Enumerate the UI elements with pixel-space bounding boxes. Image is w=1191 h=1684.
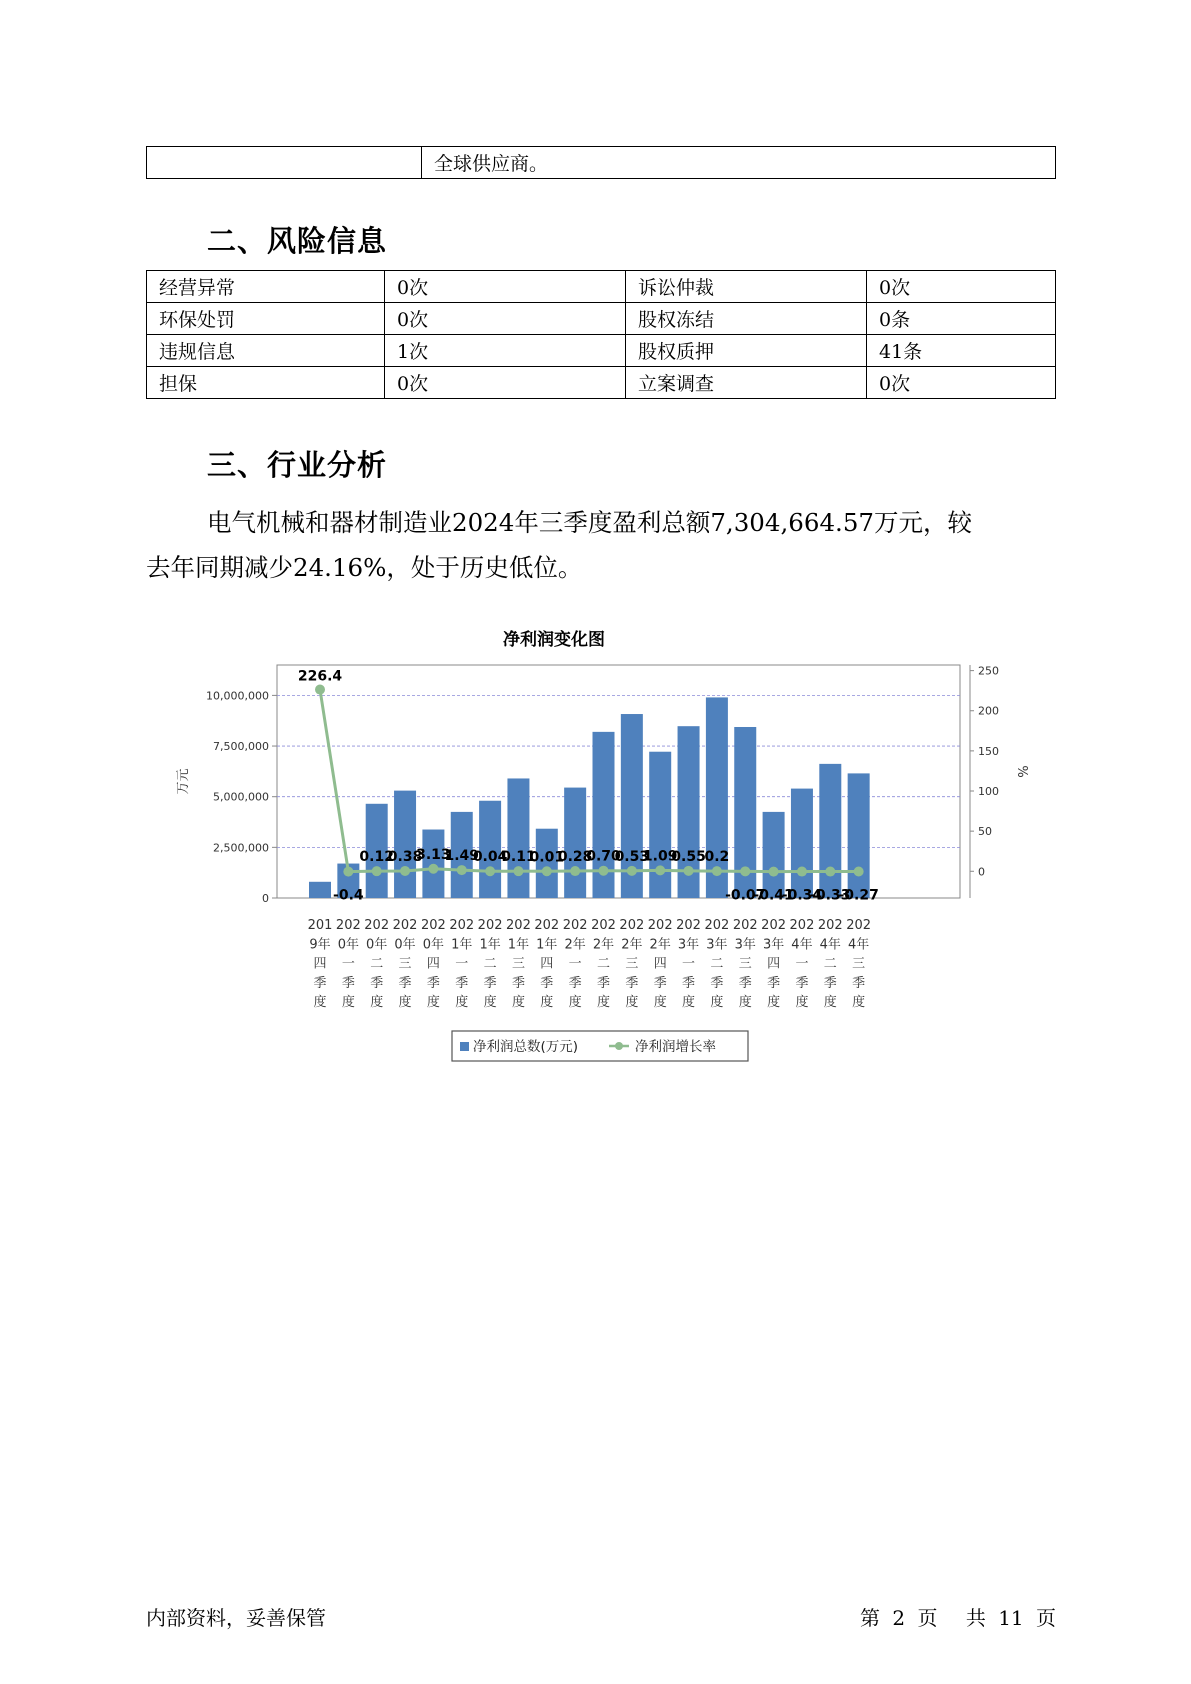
data-label: 1.49 <box>444 848 480 865</box>
data-label: 0.38 <box>387 848 423 865</box>
x-tick-label: 季 <box>568 975 582 991</box>
x-tick-label: 3年 <box>762 937 785 953</box>
table-cell: 违规信息 <box>147 335 385 367</box>
x-tick-label: 度 <box>313 995 327 1011</box>
y-tick-label-left: 0 <box>262 892 269 905</box>
x-tick-label: 度 <box>398 995 412 1011</box>
x-tick-label: 季 <box>795 975 809 991</box>
table-cell: 0条 <box>867 303 1056 335</box>
legend-label: 净利润增长率 <box>635 1039 716 1055</box>
x-tick-label: 度 <box>767 995 781 1011</box>
x-tick-label: 度 <box>341 995 355 1011</box>
x-tick-label: 四 <box>767 956 781 972</box>
bar <box>848 773 870 898</box>
x-tick-label: 度 <box>682 995 696 1011</box>
x-tick-label: 202 <box>506 918 531 933</box>
x-tick-label: 度 <box>710 995 724 1011</box>
legend-label: 净利润总数(万元) <box>473 1039 579 1055</box>
data-label: 0.12 <box>359 849 394 866</box>
x-tick-label: 202 <box>789 918 815 933</box>
growth-rate-point <box>655 865 665 875</box>
x-tick-label: 1年 <box>507 937 530 953</box>
x-tick-label: 202 <box>846 918 872 933</box>
growth-rate-point <box>740 866 750 876</box>
table-cell: 41条 <box>867 335 1056 367</box>
growth-rate-point <box>570 866 580 876</box>
x-tick-label: 202 <box>619 918 645 933</box>
data-label: 0.55 <box>671 848 706 865</box>
section-heading-industry: 三、行业分析 <box>207 448 388 482</box>
bar <box>422 830 444 898</box>
x-tick-label: 度 <box>852 995 866 1011</box>
data-label: -0.41 <box>753 887 794 904</box>
x-tick-label: 季 <box>341 975 355 991</box>
x-tick-label: 202 <box>392 918 418 933</box>
y-tick-label-left: 10,000,000 <box>206 689 269 703</box>
x-tick-label: 季 <box>823 975 837 991</box>
growth-rate-point <box>684 866 694 876</box>
company-info-table-continued <box>146 146 1056 179</box>
x-tick-label: 度 <box>455 995 469 1011</box>
x-tick-label: 1年 <box>536 937 558 953</box>
growth-rate-point <box>542 866 552 876</box>
x-tick-label: 二 <box>823 956 837 972</box>
growth-rate-point <box>854 866 864 876</box>
data-label: 1.09 <box>642 848 678 865</box>
x-tick-label: 三 <box>625 956 639 972</box>
x-tick-label: 201 <box>307 918 333 933</box>
data-label: 3.13 <box>416 846 451 863</box>
page-unit: 页 <box>917 1606 938 1630</box>
table-row <box>147 367 1056 399</box>
x-tick-label: 二 <box>370 956 384 972</box>
x-tick-label: 202 <box>534 918 560 933</box>
bar <box>394 791 416 898</box>
x-tick-label: 2年 <box>621 937 643 953</box>
data-label: 226.4 <box>297 668 343 685</box>
legend-swatch-marker <box>615 1042 623 1050</box>
x-tick-label: 4年 <box>819 937 841 953</box>
x-tick-label: 季 <box>370 975 384 991</box>
table-cell: 环保处罚 <box>147 303 385 335</box>
table-cell: 担保 <box>147 367 385 399</box>
y-axis-title-left: 万元 <box>176 768 191 795</box>
x-tick-label: 2年 <box>564 937 586 953</box>
data-label: -0.34 <box>781 887 823 904</box>
x-tick-label: 季 <box>682 975 696 991</box>
x-tick-label: 202 <box>591 918 616 933</box>
x-tick-label: 3年 <box>734 937 756 953</box>
data-label: 0.2 <box>704 849 730 866</box>
x-tick-label: 202 <box>562 918 588 933</box>
x-tick-label: 四 <box>540 956 554 972</box>
y-tick-label-right: 150 <box>978 744 999 758</box>
x-tick-label: 度 <box>540 995 554 1011</box>
x-tick-label: 度 <box>483 995 497 1011</box>
net-profit-chart <box>170 615 1030 1075</box>
growth-rate-point <box>769 867 779 877</box>
data-label: 0.53 <box>614 848 650 865</box>
y-tick-label-right: 250 <box>978 664 999 678</box>
x-tick-label: 202 <box>704 918 730 933</box>
table-cell <box>147 147 422 179</box>
growth-rate-point <box>599 866 609 876</box>
data-label: -0.07 <box>725 887 766 904</box>
growth-rate-point <box>712 866 722 876</box>
x-tick-label: 0年 <box>337 937 359 953</box>
x-tick-label: 度 <box>625 995 639 1011</box>
x-tick-label: 季 <box>426 975 440 991</box>
data-label: 0.28 <box>557 849 593 866</box>
x-tick-label: 0年 <box>422 937 445 953</box>
data-label: 0.01 <box>529 849 565 866</box>
data-label: -0.33 <box>810 887 851 904</box>
x-tick-label: 202 <box>449 918 475 933</box>
x-tick-label: 季 <box>511 975 525 991</box>
x-tick-label: 202 <box>364 918 390 933</box>
bar <box>507 778 529 898</box>
industry-paragraph-line: 去年同期减少24.16%，处于历史低位。 <box>146 553 583 582</box>
x-tick-label: 季 <box>455 975 469 991</box>
footer-confidential-note: 内部资料，妥善保管 <box>146 1606 326 1630</box>
x-tick-label: 3年 <box>706 937 728 953</box>
legend-swatch-bars <box>460 1042 469 1051</box>
growth-rate-point <box>797 867 807 877</box>
x-tick-label: 度 <box>596 995 611 1011</box>
x-tick-label: 四 <box>426 956 440 972</box>
total-unit: 页 <box>1036 1606 1056 1630</box>
page-number: 2 <box>892 1606 906 1630</box>
x-tick-label: 度 <box>653 995 667 1011</box>
table-cell: 0次 <box>867 367 1056 399</box>
x-tick-label: 季 <box>483 975 497 991</box>
x-tick-label: 9年 <box>309 937 331 953</box>
growth-rate-point <box>485 866 495 876</box>
x-tick-label: 四 <box>653 956 667 972</box>
growth-rate-point <box>627 866 637 876</box>
data-label: 0.04 <box>472 849 508 866</box>
x-tick-label: 202 <box>732 918 758 933</box>
x-tick-label: 三 <box>852 956 866 972</box>
table-row <box>147 147 1056 179</box>
bar <box>564 788 586 898</box>
x-tick-label: 度 <box>426 995 440 1011</box>
y-tick-label-right: 0 <box>978 865 985 879</box>
x-tick-label: 202 <box>676 918 701 933</box>
table-cell: 0次 <box>385 271 626 303</box>
x-tick-label: 四 <box>313 956 327 972</box>
chart-title: 净利润变化图 <box>503 630 605 650</box>
growth-rate-point <box>428 864 438 874</box>
y-tick-label-right: 50 <box>978 825 992 839</box>
table-cell: 股权冻结 <box>626 303 867 335</box>
y-tick-label-left: 2,500,000 <box>213 841 269 855</box>
x-tick-label: 度 <box>370 995 384 1011</box>
x-tick-label: 季 <box>398 975 412 991</box>
x-tick-label: 202 <box>477 918 503 933</box>
x-tick-label: 一 <box>568 956 582 972</box>
x-tick-label: 二 <box>483 956 497 972</box>
table-cell: 1次 <box>385 335 626 367</box>
table-cell: 立案调查 <box>626 367 867 399</box>
x-tick-label: 202 <box>420 918 446 933</box>
x-tick-label: 2年 <box>649 937 671 953</box>
x-tick-label: 二 <box>710 956 724 972</box>
industry-paragraph-line: 电气机械和器材制造业2024年三季度盈利总额7,304,664.57万元，较 <box>207 508 973 537</box>
section-heading-risk: 二、风险信息 <box>207 224 388 258</box>
page-prefix: 第 <box>860 1606 881 1630</box>
table-cell: 0次 <box>385 367 626 399</box>
table-row <box>147 303 1056 335</box>
table-cell: 诉讼仲裁 <box>626 271 867 303</box>
x-tick-label: 202 <box>761 918 787 933</box>
x-tick-label: 季 <box>540 975 554 991</box>
x-tick-label: 4年 <box>848 937 870 953</box>
total-prefix: 共 <box>965 1606 986 1630</box>
x-tick-label: 度 <box>795 995 809 1011</box>
x-tick-label: 4年 <box>791 937 813 953</box>
bar <box>309 882 331 898</box>
x-tick-label: 202 <box>817 918 843 933</box>
x-tick-label: 度 <box>568 995 582 1011</box>
footer-page-number <box>860 1602 1056 1631</box>
y-tick-label-left: 7,500,000 <box>213 740 269 754</box>
x-tick-label: 季 <box>653 975 667 991</box>
y-tick-label-right: 200 <box>978 704 999 718</box>
growth-rate-point <box>513 866 523 876</box>
x-tick-label: 季 <box>738 975 752 991</box>
x-tick-label: 度 <box>823 995 837 1011</box>
table-cell: 0次 <box>385 303 626 335</box>
table-cell: 股权质押 <box>626 335 867 367</box>
x-tick-label: 二 <box>596 956 611 972</box>
x-tick-label: 1年 <box>451 937 473 953</box>
x-tick-label: 三 <box>511 956 525 972</box>
x-tick-label: 季 <box>710 975 724 991</box>
x-tick-label: 季 <box>767 975 781 991</box>
x-tick-label: 三 <box>738 956 752 972</box>
y-tick-label-left: 5,000,000 <box>213 790 269 804</box>
x-tick-label: 度 <box>738 995 752 1011</box>
risk-info-table <box>146 270 1056 399</box>
data-label: -0.27 <box>838 887 879 904</box>
table-cell: 全球供应商。 <box>422 147 1056 179</box>
growth-rate-point <box>372 866 382 876</box>
x-tick-label: 季 <box>596 975 611 991</box>
table-row <box>147 335 1056 367</box>
growth-rate-point <box>315 685 325 695</box>
total-pages: 11 <box>998 1606 1024 1630</box>
x-tick-label: 三 <box>398 956 412 972</box>
data-label: -0.4 <box>333 887 364 904</box>
data-label: 0.70 <box>586 848 621 865</box>
growth-rate-point <box>457 865 467 875</box>
table-cell: 0次 <box>867 271 1056 303</box>
table-cell: 经营异常 <box>147 271 385 303</box>
x-tick-label: 3年 <box>677 937 700 953</box>
x-tick-label: 0年 <box>394 937 416 953</box>
x-tick-label: 1年 <box>479 937 501 953</box>
x-tick-label: 季 <box>625 975 639 991</box>
bar <box>819 764 841 898</box>
growth-rate-point <box>825 867 835 877</box>
x-tick-label: 一 <box>341 956 355 972</box>
growth-rate-point <box>400 866 410 876</box>
x-tick-label: 202 <box>335 918 361 933</box>
y-tick-label-right: 100 <box>978 785 999 799</box>
x-tick-label: 0年 <box>366 937 388 953</box>
x-tick-label: 一 <box>455 956 469 972</box>
x-tick-label: 季 <box>313 975 327 991</box>
bar <box>791 789 813 898</box>
x-tick-label: 2年 <box>592 937 615 953</box>
x-tick-label: 度 <box>511 995 525 1011</box>
x-tick-label: 一 <box>682 956 696 972</box>
table-row <box>147 271 1056 303</box>
data-label: 0.11 <box>501 849 536 866</box>
y-axis-title-right: % <box>1014 765 1029 778</box>
bar <box>649 752 671 898</box>
x-tick-label: 202 <box>647 918 673 933</box>
growth-rate-point <box>343 867 353 877</box>
bar <box>763 812 785 898</box>
x-tick-label: 季 <box>852 975 866 991</box>
x-tick-label: 一 <box>795 956 809 972</box>
